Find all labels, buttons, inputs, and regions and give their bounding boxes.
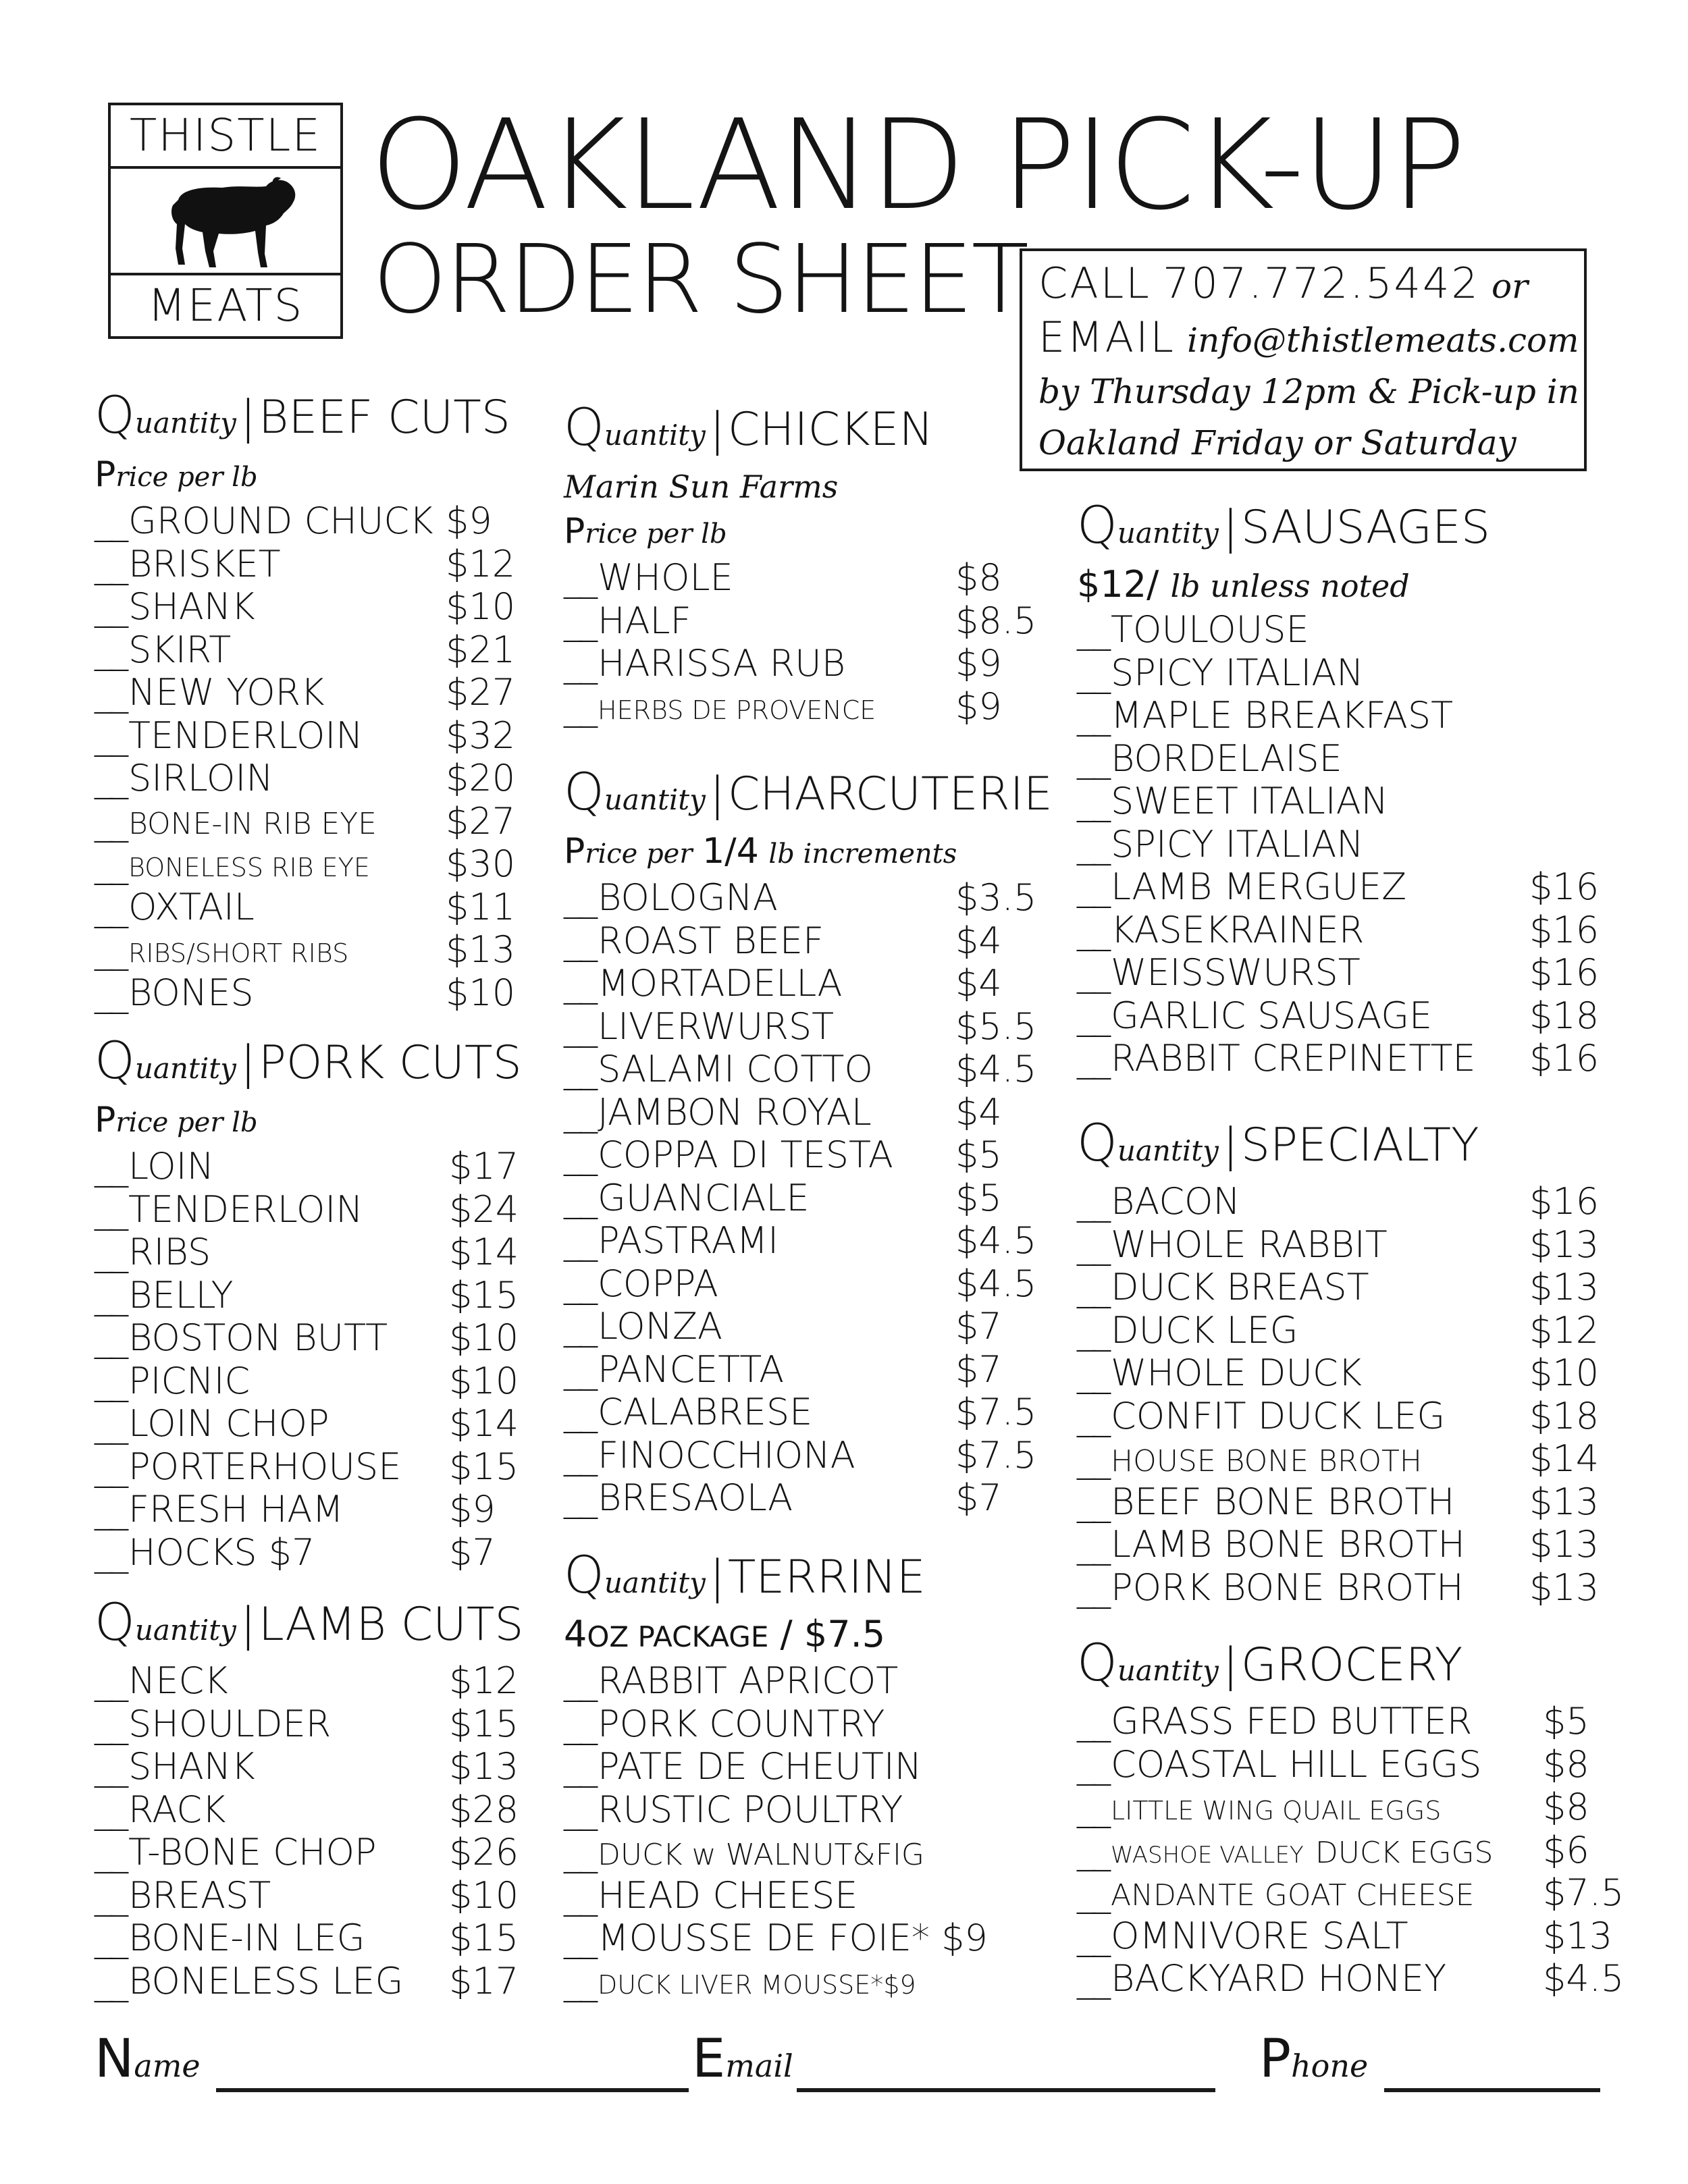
contact-box <box>1020 248 1587 471</box>
chicken-section <box>564 398 1036 728</box>
logo-top-text: THISTLE <box>111 105 340 169</box>
list-item[interactable]: __TOULOUSE <box>1077 608 1309 651</box>
thistle-meats-logo <box>108 103 343 339</box>
list-item[interactable]: __LOIN CHOP $14 <box>95 1402 519 1445</box>
email-label: EMAIL <box>1038 313 1176 362</box>
list-item[interactable]: __TENDERLOIN $24 <box>95 1188 519 1231</box>
list-item[interactable]: __DUCK LEG $12 <box>1077 1308 1600 1352</box>
list-item[interactable]: __SALAMI COTTO $4.5 <box>564 1048 1037 1090</box>
list-item[interactable]: __COPPA DI TESTA $5 <box>564 1134 1002 1176</box>
list-item[interactable]: __RABBIT CREPINETTE $16 <box>1077 1037 1600 1080</box>
grocery-list <box>1077 1700 1631 2000</box>
list-item[interactable]: __PATE DE CHEUTIN <box>564 1745 922 1788</box>
list-item[interactable]: __SHOULDER $15 <box>95 1702 519 1745</box>
charcuterie-section <box>564 762 1053 1520</box>
pork-title: PORK CUTS <box>258 1036 522 1090</box>
beef-section <box>95 386 540 1014</box>
charcuterie-list <box>564 876 1050 1520</box>
list-item[interactable]: __CONFIT DUCK LEG $18 <box>1077 1394 1600 1437</box>
list-item[interactable]: __SHANK $13 <box>95 1745 519 1788</box>
or-text: or <box>1492 267 1529 306</box>
list-item[interactable]: __LOIN $17 <box>95 1145 519 1188</box>
list-item[interactable]: __LAMB MERGUEZ $16 <box>1077 865 1600 908</box>
list-item[interactable]: __SKIRT $21 <box>95 628 516 671</box>
list-item[interactable]: __NEW YORK $27 <box>95 671 516 714</box>
list-item[interactable]: __ROAST BEEF $4 <box>564 919 1002 962</box>
charcuterie-title: CHARCUTERIE <box>727 768 1053 821</box>
lamb-list <box>95 1659 540 2002</box>
terrine-package-note: 4OZ PACKAGE / $7.5 <box>564 1613 886 1655</box>
list-item[interactable]: __DUCK BREAST $13 <box>1077 1266 1600 1308</box>
sausages-title: SAUSAGES <box>1240 501 1491 554</box>
list-item[interactable]: __LAMB BONE BROTH $13 <box>1077 1523 1600 1566</box>
list-item[interactable]: __SIRLOIN $20 <box>95 757 516 799</box>
specialty-list <box>1077 1180 1617 1609</box>
list-item[interactable]: __RABBIT APRICOT <box>564 1659 899 1702</box>
list-item[interactable]: __ANDANTE GOAT CHEESE $7.5 <box>1077 1871 1625 1914</box>
phone-field[interactable] <box>1384 2088 1600 2092</box>
lamb-title: LAMB CUTS <box>258 1598 524 1651</box>
chicken-list <box>564 556 1036 728</box>
list-item[interactable]: __GROUND CHUCK $9 <box>95 500 492 542</box>
beef-title: BEEF CUTS <box>258 391 510 444</box>
list-item[interactable]: __MORTADELLA $4 <box>564 962 1002 1005</box>
deadline-text: by Thursday 12pm & Pick-up in <box>1038 372 1580 411</box>
list-item[interactable]: __PASTRAMI $4.5 <box>564 1219 1037 1262</box>
list-item[interactable]: __SPICY ITALIAN <box>1077 822 1364 865</box>
list-item[interactable]: __RIBS $14 <box>95 1231 519 1273</box>
list-item[interactable]: __SHANK $10 <box>95 585 516 628</box>
list-item[interactable]: __HALF $8.5 <box>564 599 1037 642</box>
list-item[interactable]: __ DUCK LIVER MOUSSE*$9 <box>564 1959 916 2002</box>
list-item[interactable]: __SPICY ITALIAN <box>1077 651 1364 694</box>
list-item[interactable]: __LIVERWURST $5.5 <box>564 1005 1037 1048</box>
list-item[interactable]: __HOCKS $7 $7 <box>95 1530 496 1574</box>
pork-price-note: Price per lb <box>95 1100 258 1140</box>
pork-section <box>95 1032 540 1574</box>
sausages-price-note: $12/ lb unless noted <box>1077 563 1410 606</box>
email-field-label: Email <box>692 2029 793 2089</box>
list-item[interactable]: __ HERBS DE PROVENCE $9 <box>564 685 1002 728</box>
list-item[interactable]: __KASEKRAINER $16 <box>1077 908 1600 951</box>
sausages-section <box>1077 496 1617 1080</box>
list-item[interactable]: __BONELESS LEG $17 <box>95 1959 519 2002</box>
list-item[interactable]: __BEEF BONE BROTH $13 <box>1077 1480 1600 1523</box>
list-item[interactable]: __ BONELESS RIB EYE $30 <box>95 843 516 885</box>
list-item[interactable]: __BRESAOLA $7 <box>564 1476 1002 1519</box>
chicken-title: CHICKEN <box>727 403 934 456</box>
list-item[interactable]: __COPPA $4.5 <box>564 1262 1037 1305</box>
list-item[interactable]: __RACK $28 <box>95 1788 519 1831</box>
list-item[interactable]: __NECK $12 <box>95 1659 519 1702</box>
chicken-header: Quantity|CHICKEN <box>564 397 934 457</box>
list-item[interactable]: __TENDERLOIN $32 <box>95 714 516 757</box>
name-field[interactable] <box>216 2088 689 2092</box>
logo-bottom-text: MEATS <box>111 273 340 336</box>
call-label: CALL <box>1038 259 1151 308</box>
list-item[interactable]: __LONZA $7 <box>564 1305 1002 1348</box>
list-item[interactable]: __HEAD CHEESE <box>564 1873 858 1917</box>
list-item[interactable]: __MAPLE BREAKFAST <box>1077 694 1454 737</box>
chicken-source: Marin Sun Farms <box>564 469 839 505</box>
list-item[interactable]: __T-BONE CHOP $26 <box>95 1831 519 1873</box>
name-label: Name <box>95 2029 201 2089</box>
charcuterie-header: Quantity|CHARCUTERIE <box>564 762 1053 822</box>
list-item[interactable]: __FRESH HAM $9 <box>95 1488 496 1530</box>
sausages-header: Quantity|SAUSAGES <box>1077 495 1491 555</box>
list-item[interactable]: __BRISKET $12 <box>95 542 516 585</box>
list-item[interactable]: __WHOLE DUCK $10 <box>1077 1352 1600 1394</box>
phone-label: Phone <box>1259 2029 1369 2089</box>
list-item[interactable]: __HARISSA RUB $9 <box>564 642 1002 685</box>
pickup-text: Oakland Friday or Saturday <box>1038 423 1516 462</box>
list-item[interactable]: __PANCETTA $7 <box>564 1348 1002 1391</box>
list-item[interactable]: __JAMBON ROYAL $4 <box>564 1090 1002 1134</box>
list-item[interactable]: __WHOLE $8 <box>564 556 1002 599</box>
lamb-section <box>95 1593 540 2002</box>
chicken-price-note: Price per lb <box>564 511 727 552</box>
list-item[interactable]: __BORDELAISE <box>1077 737 1342 780</box>
list-item[interactable]: __BONES $10 <box>95 971 516 1014</box>
list-item[interactable]: __BACON $16 <box>1077 1180 1600 1223</box>
list-item[interactable]: __MOUSSE DE FOIE* $9 <box>564 1917 988 1959</box>
list-item[interactable]: __PORK COUNTRY <box>564 1702 885 1745</box>
list-item[interactable]: __BOSTON BUTT $10 <box>95 1316 519 1359</box>
specialty-title: SPECIALTY <box>1240 1119 1479 1172</box>
list-item[interactable]: __WEISSWURST $16 <box>1077 951 1600 994</box>
phone-number[interactable]: 707.772.5442 <box>1162 259 1480 308</box>
list-item[interactable]: __OXTAIL $11 <box>95 885 516 928</box>
list-item[interactable]: __BOLOGNA $3.5 <box>564 876 1037 919</box>
pork-header: Quantity|PORK CUTS <box>95 1030 522 1090</box>
list-item[interactable]: __FINOCCHIONA $7.5 <box>564 1433 1037 1476</box>
sheep-icon <box>158 173 300 274</box>
terrine-header: Quantity|TERRINE <box>564 1545 926 1605</box>
list-item[interactable]: __ LITTLE WING QUAIL EGGS $8 <box>1077 1786 1589 1828</box>
list-item[interactable]: __PORTERHOUSE $15 <box>95 1445 519 1488</box>
list-item[interactable]: __BREAST $10 <box>95 1873 519 1917</box>
list-item[interactable]: __HOUSE BONE BROTH $14 <box>1077 1437 1600 1480</box>
list-item[interactable]: __ WASHOE VALLEY DUCK EGGS $6 <box>1077 1828 1589 1871</box>
terrine-title: TERRINE <box>727 1551 926 1604</box>
beef-list <box>95 500 540 1014</box>
grocery-section <box>1077 1634 1631 2000</box>
list-item[interactable]: __COASTAL HILL EGGS $8 <box>1077 1742 1589 1786</box>
terrine-section <box>564 1546 1036 2002</box>
list-item[interactable]: __WHOLE RABBIT $13 <box>1077 1223 1600 1266</box>
email-address[interactable]: info@thistlemeats.com <box>1187 321 1579 360</box>
lamb-header: Quantity|LAMB CUTS <box>95 1592 524 1652</box>
list-item[interactable]: __RUSTIC POULTRY <box>564 1788 903 1831</box>
page-subtitle: ORDER SHEET <box>373 225 1028 335</box>
list-item[interactable]: __GARLIC SAUSAGE $18 <box>1077 994 1600 1037</box>
list-item[interactable]: __ RIBS/SHORT RIBS $13 <box>95 928 516 971</box>
list-item[interactable]: __BELLY $15 <box>95 1273 519 1316</box>
list-item[interactable]: __SWEET ITALIAN <box>1077 780 1389 822</box>
list-item[interactable]: __BONE-IN LEG $15 <box>95 1917 519 1959</box>
sausages-list <box>1077 608 1617 1080</box>
grocery-title: GROCERY <box>1240 1639 1463 1692</box>
list-item[interactable]: __OMNIVORE SALT $13 <box>1077 1914 1613 1957</box>
grocery-header: Quantity|GROCERY <box>1077 1632 1463 1693</box>
beef-price-note: Price per lb <box>95 454 258 495</box>
list-item[interactable]: __PICNIC $10 <box>95 1359 519 1402</box>
specialty-section <box>1077 1114 1617 1609</box>
email-field[interactable] <box>797 2088 1215 2092</box>
beef-header: Quantity|BEEF CUTS <box>95 385 510 445</box>
list-item[interactable]: __PORK BONE BROTH $13 <box>1077 1566 1600 1609</box>
list-item[interactable]: __DUCK w WALNUT&FIG <box>564 1831 925 1873</box>
list-item[interactable]: __CALABRESE $7.5 <box>564 1391 1037 1433</box>
pork-list <box>95 1145 540 1574</box>
page-title: OAKLAND PICK-UP <box>370 93 1465 238</box>
contact-form <box>95 2029 1607 2103</box>
specialty-header: Quantity|SPECIALTY <box>1077 1113 1479 1173</box>
list-item[interactable]: __GUANCIALE $5 <box>564 1176 1002 1219</box>
list-item[interactable]: __GRASS FED BUTTER $5 <box>1077 1700 1589 1742</box>
list-item[interactable]: __BONE-IN RIB EYE $27 <box>95 799 516 843</box>
terrine-list <box>564 1659 1036 2002</box>
list-item[interactable]: __BACKYARD HONEY $4.5 <box>1077 1957 1625 2000</box>
charcuterie-price-note: Price per 1/4 lb increments <box>564 831 957 872</box>
